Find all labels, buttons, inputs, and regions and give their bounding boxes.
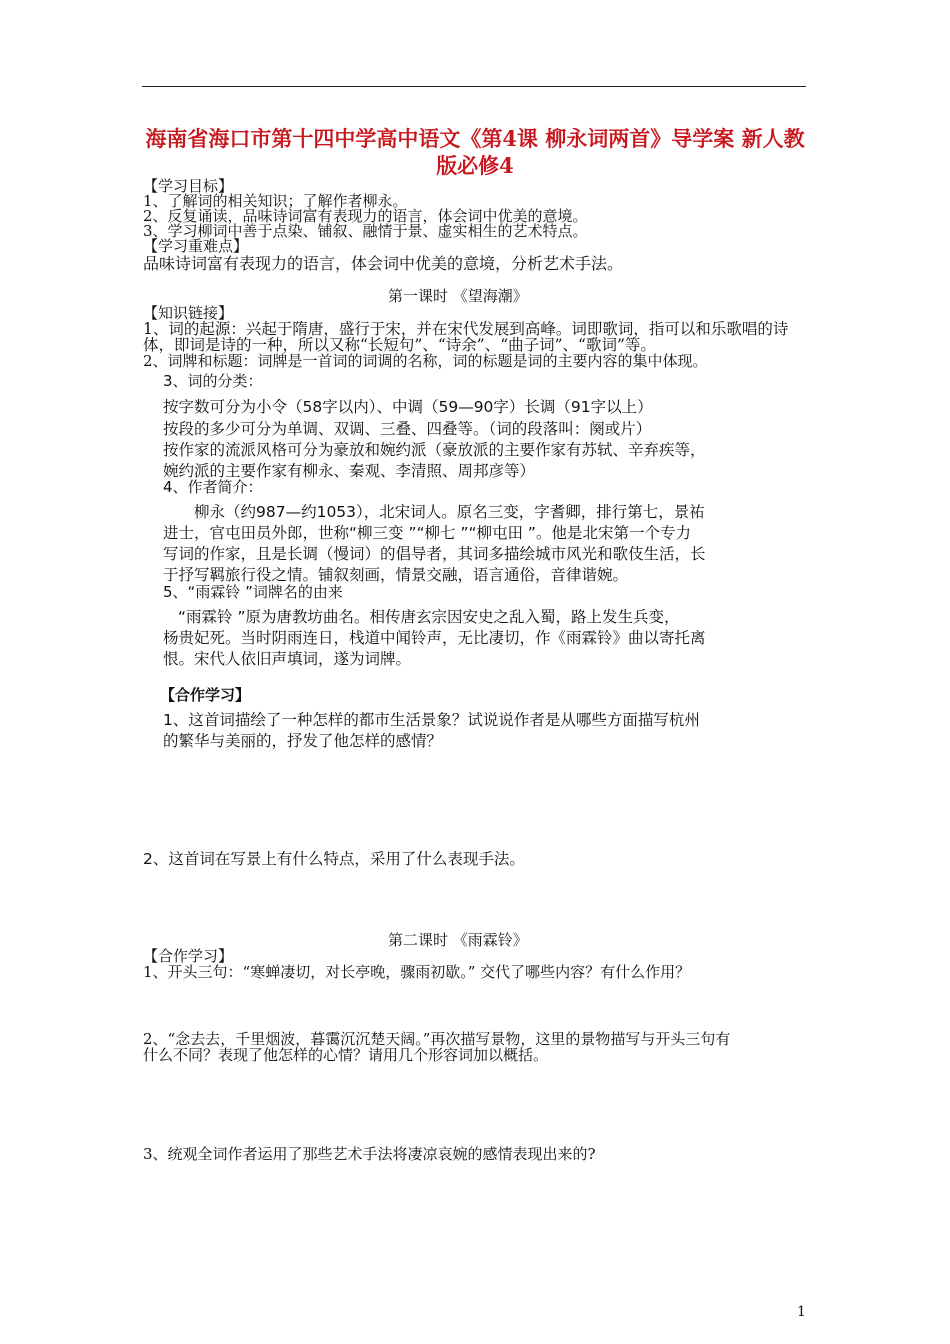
lesson1-question-1: 1、这首词描绘了一种怎样的都市生活景象？试说说作者是从哪些方面描写杭州: [163, 711, 700, 729]
lesson1-question-2: 2、这首词在写景上有什么特点，采用了什么表现手法。: [143, 850, 525, 868]
origin-line-1: 1、词的起源：兴起于隋唐，盛行于宋，并在宋代发展到高峰。词即歌词，指可以和乐歌唱的诗: [143, 320, 789, 338]
origin-line-2: 体，即词是诗的一种，所以又称“长短句”、“诗余”、“曲子词”、“歌词”等。: [143, 336, 656, 354]
classification-line: 婉约派的主要作家有柳永、秦观、李清照、周邦彦等）: [163, 462, 536, 480]
lesson2-question-2-cont: 什么不同？表现了他怎样的心情？请用几个形容词加以概括。: [143, 1046, 549, 1064]
lesson1-question-1-cont: 的繁华与美丽的，抒发了他怎样的感情？: [163, 732, 443, 750]
classification-line: 按字数可分为小令（58字以内）、中调（59—90字）长调（91字以上）: [163, 398, 653, 416]
lesson2-question-2: 2、“念去去，千里烟波，暮霭沉沉楚天阔。”再次描写景物，这里的景物描写与开头三句有: [143, 1030, 731, 1048]
objective-item: 1、了解词的相关知识；了解作者柳永。: [143, 192, 408, 210]
coop-header-1: 【合作学习】: [160, 686, 251, 704]
key-points-text: 品味诗词富有表现力的语言，体会词中优美的意境，分析艺术手法。: [143, 254, 624, 273]
author-header: 4、作者简介：: [163, 478, 263, 496]
header-rule: [142, 86, 806, 87]
document-title: 海南省海口市第十四中学高中语文《第4课 柳永词两首》导学案 新人教版必修4: [145, 126, 805, 178]
tune-origin-header: 5、“雨霖铃 ”词牌名的由来: [163, 583, 343, 601]
tune-title-line: 2、词牌和标题：词牌是一首词的词调的名称，词的标题是词的主要内容的集中体现。: [143, 352, 708, 370]
author-line: 于抒写羁旅行役之情。铺叙刻画，情景交融，语言通俗，音律谐婉。: [163, 566, 629, 584]
classification-line: 按作家的流派风格可分为豪放和婉约派（豪放派的主要作家有苏轼、辛弃疾等，: [163, 441, 706, 459]
lesson2-question-3: 3、统观全词作者运用了那些艺术手法将凄凉哀婉的感情表现出来的?: [143, 1145, 596, 1163]
classification-header: 3、词的分类：: [163, 372, 263, 390]
classification-line: 按段的多少可分为单调、双调、三叠、四叠等。（词的段落叫：阕或片）: [163, 420, 652, 438]
page-number: 1: [797, 1304, 806, 1320]
lesson1-heading: 第一课时 《望海潮》: [388, 287, 528, 305]
tune-origin-line: “雨霖铃 ”原为唐教坊曲名。相传唐玄宗因安史之乱入蜀，路上发生兵变，: [178, 608, 680, 626]
lesson2-heading: 第二课时 《雨霖铃》: [388, 931, 528, 949]
lesson2-question-1: 1、开头三句：“寒蝉凄切，对长亭晚，骤雨初歇。” 交代了哪些内容？有什么作用？: [143, 963, 691, 981]
tune-origin-line: 杨贵妃死。当时阴雨连日，栈道中闻铃声，无比凄切，作《雨霖铃》曲以寄托离: [163, 629, 706, 647]
author-line: 柳永（约987—约1053），北宋词人。原名三变，字耆卿，排行第七，景祐: [194, 503, 705, 521]
knowledge-header: 【知识链接】: [143, 304, 234, 322]
author-line: 写词的作家，且是长调（慢词）的倡导者，其词多描绘城市风光和歌伎生活，长: [163, 545, 706, 563]
tune-origin-line: 恨。宋代人依旧声填词，遂为词牌。: [163, 650, 412, 668]
coop-header-2: 【合作学习】: [143, 947, 234, 965]
key-points-header: 【学习重难点】: [143, 237, 249, 255]
author-line: 进士，官屯田员外郎，世称“柳三变 ”“柳七 ”“柳屯田 ”。他是北宋第一个专力: [163, 524, 691, 542]
objectives-header: 【学习目标】: [143, 177, 234, 195]
objective-item: 2、反复诵读，品味诗词富有表现力的语言，体会词中优美的意境。: [143, 207, 588, 225]
objective-item: 3、学习柳词中善于点染、铺叙、融情于景、虚实相生的艺术特点。: [143, 222, 588, 240]
